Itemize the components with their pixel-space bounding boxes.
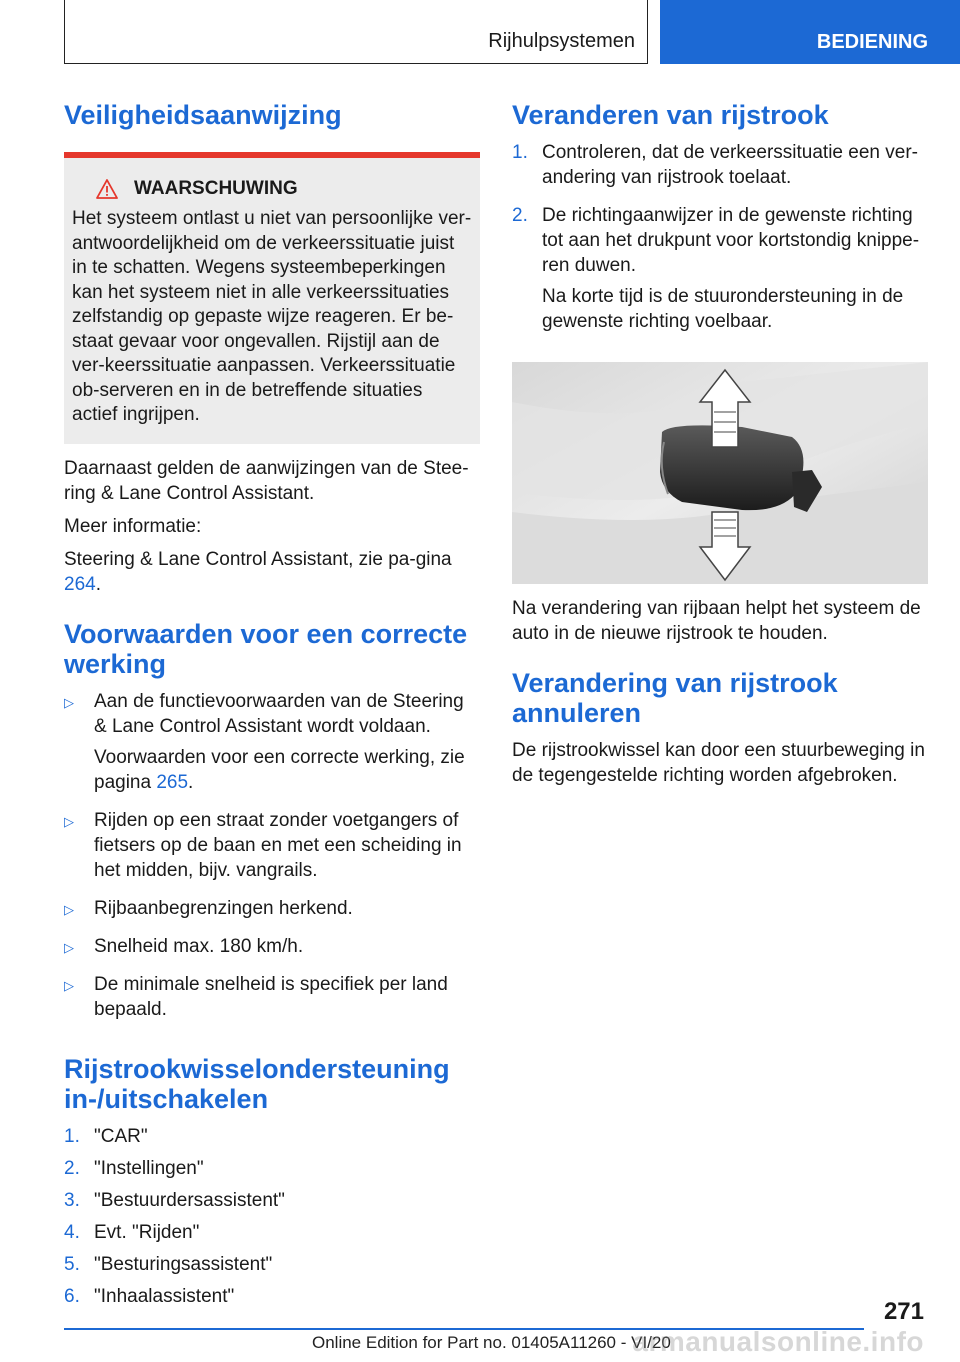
cancel-heading: Verandering van rijstrook annuleren <box>512 668 838 728</box>
step-number: 1. <box>64 1125 80 1147</box>
paragraph-additional-notes: Daarnaast gelden de aanwijzingen van de Stee-ring & Lane Control Assistant. <box>64 457 469 504</box>
page-link-264[interactable]: 264 <box>64 573 96 595</box>
step-number: 1. <box>512 142 528 163</box>
triangle-bullet-icon: ▷ <box>64 901 74 917</box>
step-text: Evt. "Rijden" <box>94 1221 200 1243</box>
step-text: "Besturingsassistent" <box>94 1253 273 1275</box>
header-section-title: Rijhulpsystemen <box>488 30 635 52</box>
warning-title: WAARSCHUWING <box>134 178 298 199</box>
toggle-heading: Rijstrookwisselondersteuning in-/uitschakelen <box>64 1053 450 1114</box>
list-item <box>64 1188 480 1213</box>
step-text: "Instellingen" <box>94 1157 204 1179</box>
condition-subtext-body: Voorwaarden voor een correcte werking, zie pagina <box>94 746 465 793</box>
step-number: 6. <box>64 1285 80 1307</box>
list-item <box>64 689 480 801</box>
watermark: armanualsonline.info <box>632 1326 924 1357</box>
change-steps-list <box>512 140 928 340</box>
list-item <box>64 808 480 889</box>
step-text: "Bestuurdersassistent" <box>94 1189 285 1211</box>
warning-title-row <box>96 176 472 201</box>
step-text: "Inhaalassistent" <box>94 1285 235 1307</box>
condition-subtext-end: . <box>188 771 194 793</box>
conditions-heading: Voorwaarden voor een correcte werking <box>64 618 468 679</box>
conditions-list <box>64 689 480 1028</box>
change-heading: Veranderen van rijstrook <box>512 100 829 130</box>
list-item <box>64 1284 480 1309</box>
left-column <box>64 100 480 1329</box>
list-item <box>64 1220 480 1245</box>
step-number: 2. <box>64 1157 80 1179</box>
triangle-bullet-icon: ▷ <box>64 939 74 955</box>
step-text: De richtingaanwijzer in de gewenste richting tot aan het drukpunt voor kortstondig knippe-ren duwen. <box>542 205 920 276</box>
list-item <box>64 1156 480 1181</box>
list-item <box>512 140 928 196</box>
warning-triangle-icon <box>96 179 118 199</box>
cancel-text: De rijstrookwissel kan door een stuurbeweging in de tegengestelde richting worden afgebroken. <box>512 740 925 786</box>
after-image-text: Na verandering van rijbaan helpt het systeem de auto in de nieuwe rijstrook te houden. <box>512 598 921 644</box>
right-column <box>512 100 928 796</box>
reference-text: Steering & Lane Control Assistant, zie pa-gina <box>64 548 452 570</box>
condition-text: Rijden op een straat zonder voetgangers of fietsers op de baan en met een scheiding in het midden, bijv. vangrails. <box>94 809 462 881</box>
triangle-bullet-icon: ▷ <box>64 694 74 710</box>
triangle-bullet-icon: ▷ <box>64 813 74 829</box>
step-subtext: Na korte tijd is de stuurondersteuning in de gewenste richting voelbaar. <box>542 286 904 332</box>
condition-text: Aan de functievoorwaarden van de Steering & Lane Control Assistant wordt voldaan. <box>94 690 464 737</box>
list-item <box>64 896 480 927</box>
step-number: 2. <box>512 205 528 226</box>
edition-text: Online Edition for Part no. 01405A11260 - VI/20 <box>312 1333 671 1352</box>
list-item <box>64 972 480 1028</box>
reference-end: . <box>95 573 101 595</box>
header-chapter-tab: BEDIENING <box>660 0 960 64</box>
list-item <box>512 203 928 340</box>
list-item <box>64 1252 480 1277</box>
step-number: 5. <box>64 1253 80 1275</box>
safety-heading: Veiligheidsaanwijzing <box>64 100 342 130</box>
condition-text: Snelheid max. 180 km/h. <box>94 935 304 957</box>
page-number: 271 <box>883 1298 924 1325</box>
step-text: "CAR" <box>94 1125 148 1147</box>
step-number: 4. <box>64 1221 80 1243</box>
turn-signal-lever-illustration <box>512 362 928 584</box>
condition-text: Rijbaanbegrenzingen herkend. <box>94 897 353 919</box>
warning-text: Het systeem ontlast u niet van persoonlijke ver-antwoordelijkheid om de verkeerssituatie juist in te schatten. Wegens systeembeperkingen kan het systeem niet in alle verkeerssituaties zelfstandig op gepaste wijze reageren. Er be-staat gevaar voor ongevallen. Rijstijl aan de ver-keerssituatie aanpassen. Verkeerssituatie ob-serveren en in de betreffende situaties actief ingrijpen. <box>72 208 472 425</box>
step-number: 3. <box>64 1189 80 1211</box>
triangle-bullet-icon: ▷ <box>64 977 74 993</box>
list-item <box>64 1124 480 1149</box>
condition-text: De minimale snelheid is specifiek per land bepaald. <box>94 973 448 1020</box>
paragraph-reference <box>64 547 480 597</box>
warning-box <box>64 152 480 444</box>
header-section-box <box>64 0 648 64</box>
list-item <box>64 934 480 965</box>
toggle-steps-list <box>64 1124 480 1309</box>
paragraph-more-info: Meer informatie: <box>64 515 202 537</box>
condition-subtext <box>94 745 480 795</box>
step-text: Controleren, dat de verkeerssituatie een ver-andering van rijstrook toelaat. <box>542 142 918 188</box>
page-link-265[interactable]: 265 <box>156 771 189 793</box>
